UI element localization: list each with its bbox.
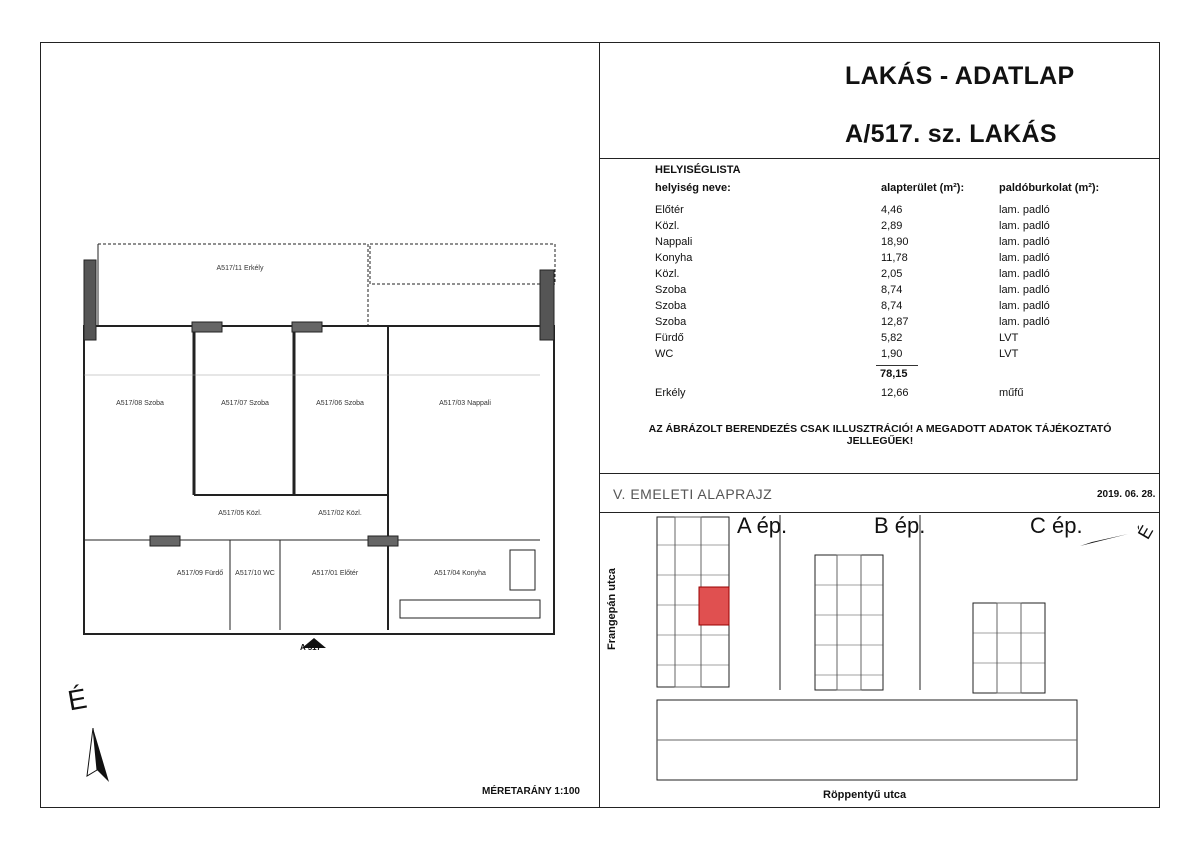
building-b-label: B ép. bbox=[874, 513, 926, 538]
table-row: Közl. 2,89 lam. padló bbox=[655, 220, 1050, 232]
table-row: Konyha 11,78 lam. padló bbox=[655, 252, 1050, 264]
table-row: Fürdő 5,82 LVT bbox=[655, 332, 1019, 344]
col-name-header: helyiség neve: bbox=[655, 182, 731, 194]
sheet-title: LAKÁS - ADATLAP bbox=[845, 62, 1075, 90]
site-north-label: É bbox=[1133, 522, 1158, 543]
table-row: Szoba 12,87 lam. padló bbox=[655, 316, 1050, 328]
total-rule bbox=[876, 365, 918, 366]
title-separator bbox=[599, 158, 1160, 159]
street-south: Röppentyű utca bbox=[823, 789, 907, 801]
table-separator bbox=[599, 473, 1160, 474]
table-row: Nappali 18,90 lam. padló bbox=[655, 236, 1050, 248]
total-area: 78,15 bbox=[880, 368, 908, 380]
sheet-divider bbox=[599, 42, 600, 808]
table-row: Szoba 8,74 lam. padló bbox=[655, 300, 1050, 312]
apartment-number: A/517. sz. LAKÁS bbox=[845, 120, 1057, 148]
north-label: É bbox=[65, 682, 90, 717]
site-north-arrow-icon bbox=[1080, 532, 1130, 552]
col-area-header: alapterület (m²): bbox=[881, 182, 965, 194]
plan-room-balcony: A517/11 Erkély bbox=[216, 265, 264, 272]
building-c-label: C ép. bbox=[1030, 513, 1083, 538]
floor-plan bbox=[70, 230, 570, 670]
plan-room-kozl1: A517/05 Közl. bbox=[218, 510, 262, 517]
plan-room-konyha: A517/04 Konyha bbox=[434, 570, 486, 577]
table-row: Előtér 4,46 lam. padló bbox=[655, 204, 1050, 216]
plan-room-wc: A517/10 WC bbox=[235, 570, 275, 577]
plan-room-szoba2: A517/07 Szoba bbox=[221, 400, 269, 407]
floor-label: V. EMELETI ALAPRAJZ bbox=[613, 486, 773, 502]
room-list-heading: HELYISÉGLISTA bbox=[655, 164, 741, 176]
table-row: Közl. 2,05 lam. padló bbox=[655, 268, 1050, 280]
plan-room-szoba3: A517/06 Szoba bbox=[316, 400, 364, 407]
plan-room-szoba1: A517/08 Szoba bbox=[116, 400, 164, 407]
table-row: WC 1,90 LVT bbox=[655, 348, 1019, 360]
plan-room-nappali: A517/03 Nappali bbox=[439, 400, 491, 407]
building-a-label: A ép. bbox=[737, 513, 788, 538]
table-row: Szoba 8,74 lam. padló bbox=[655, 284, 1050, 296]
date: 2019. 06. 28. bbox=[1097, 489, 1156, 500]
street-west: Frangepán utca bbox=[606, 568, 618, 650]
apartment-marker-label: A 517 bbox=[300, 643, 322, 652]
disclaimer: AZ ÁBRÁZOLT BERENDEZÉS CSAK ILLUSZTRÁCIÓ! A MEGADOTT ADATOK TÁJÉKOZTATÓ JELLEGŰEK! bbox=[648, 423, 1112, 447]
apartment-highlight bbox=[699, 587, 729, 625]
north-arrow-icon bbox=[85, 728, 115, 788]
scale-label: MÉRETARÁNY 1:100 bbox=[482, 786, 580, 797]
plan-room-furdo: A517/09 Fürdő bbox=[176, 570, 224, 577]
plan-room-eloter: A517/01 Előtér bbox=[311, 570, 359, 577]
site-plan bbox=[655, 515, 1085, 785]
plan-room-kozl2: A517/02 Közl. bbox=[318, 510, 362, 517]
balcony-row: Erkély 12,66 műfű bbox=[655, 387, 1024, 399]
col-floor-header: paldóburkolat (m²): bbox=[999, 182, 1100, 194]
